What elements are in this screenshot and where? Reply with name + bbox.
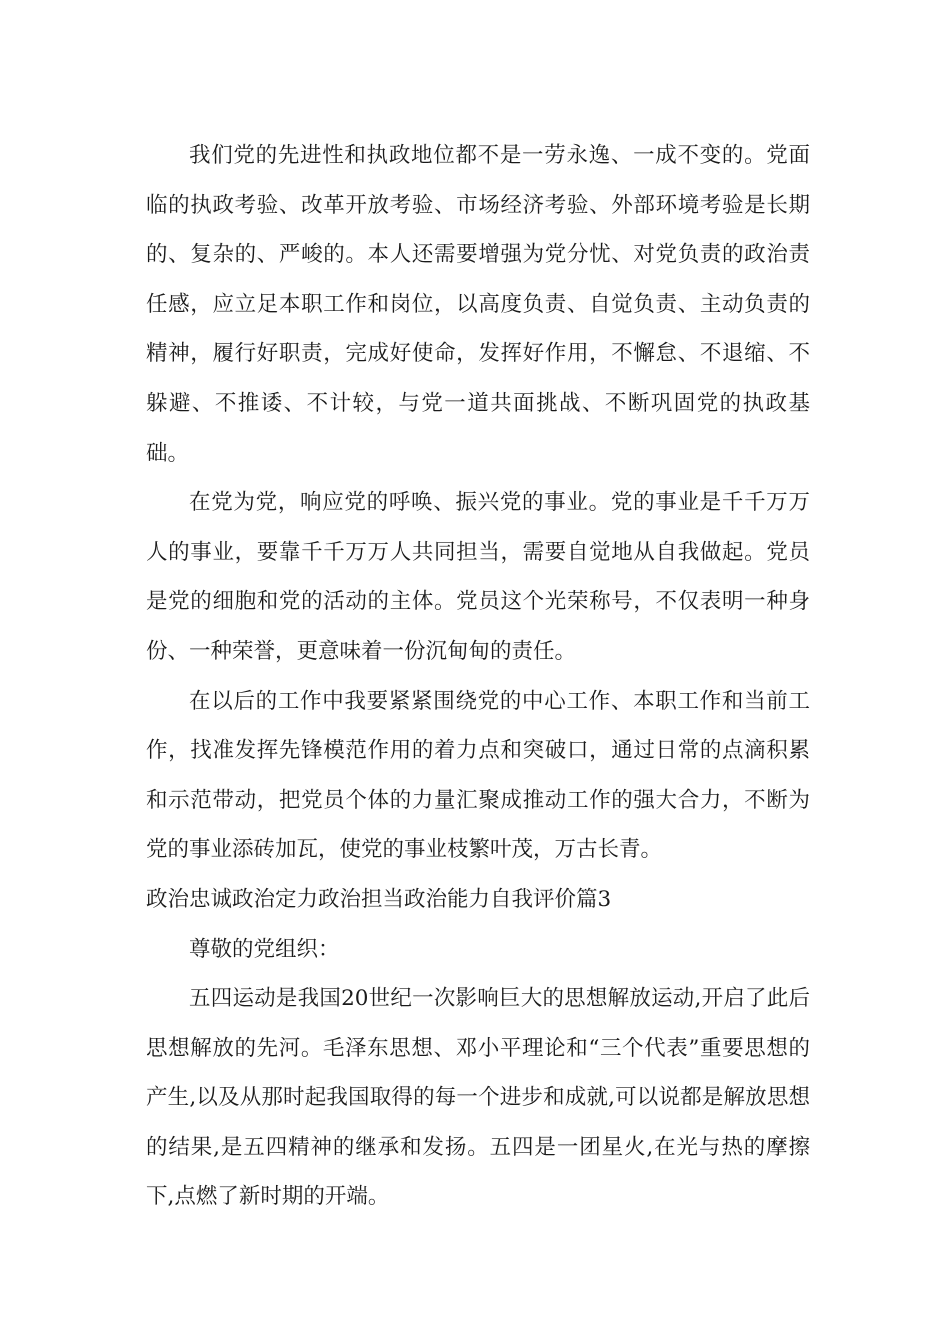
salutation: 尊敬的党组织： xyxy=(189,936,340,962)
section-title: 政治忠诚政治定力政治担当政治能力自我评价篇3 xyxy=(146,886,612,912)
paragraph-1: 我们党的先进性和执政地位都不是一劳永逸、一成不变的。党面临的执政考验、改革开放考验、市场经济考验、外部环境考验是长期的、复杂的、严峻的。本人还需要增强为党分忧、对党负责的政治责任感，应立足本职工作和岗位，以高度负责、自觉负责、主动负责的精神，履行好职责，完成好使命，发挥好作用，不懈怠、不退缩、不躲避、不推诿、不计较，与党一道共面挑战、不断巩固党的执政基础。 xyxy=(146,143,810,466)
paragraph-4: 五四运动是我国20世纪一次影响巨大的思想解放运动,开启了此后思想解放的先河。毛泽东思想、邓小平理论和“三个代表”重要思想的产生,以及从那时起我国取得的每一个进步和成就,可以说都是解放思想的结果,是五四精神的继承和发扬。五四是一团星火,在光与热的摩擦下,点燃了新时期的开端。 xyxy=(146,986,810,1210)
paragraph-2: 在党为党，响应党的呼唤、振兴党的事业。党的事业是千千万万人的事业，要靠千千万万人共同担当，需要自觉地从自我做起。党员是党的细胞和党的活动的主体。党员这个光荣称号，不仅表明一种身份、一种荣誉，更意味着一份沉甸甸的责任。 xyxy=(146,490,810,664)
document-body xyxy=(146,131,810,1222)
paragraph-3: 在以后的工作中我要紧紧围绕党的中心工作、本职工作和当前工作，找准发挥先锋模范作用的着力点和突破口，通过日常的点滴积累和示范带动，把党员个体的力量汇聚成推动工作的强大合力，不断为党的事业添砖加瓦，使党的事业枝繁叶茂，万古长青。 xyxy=(146,688,810,863)
